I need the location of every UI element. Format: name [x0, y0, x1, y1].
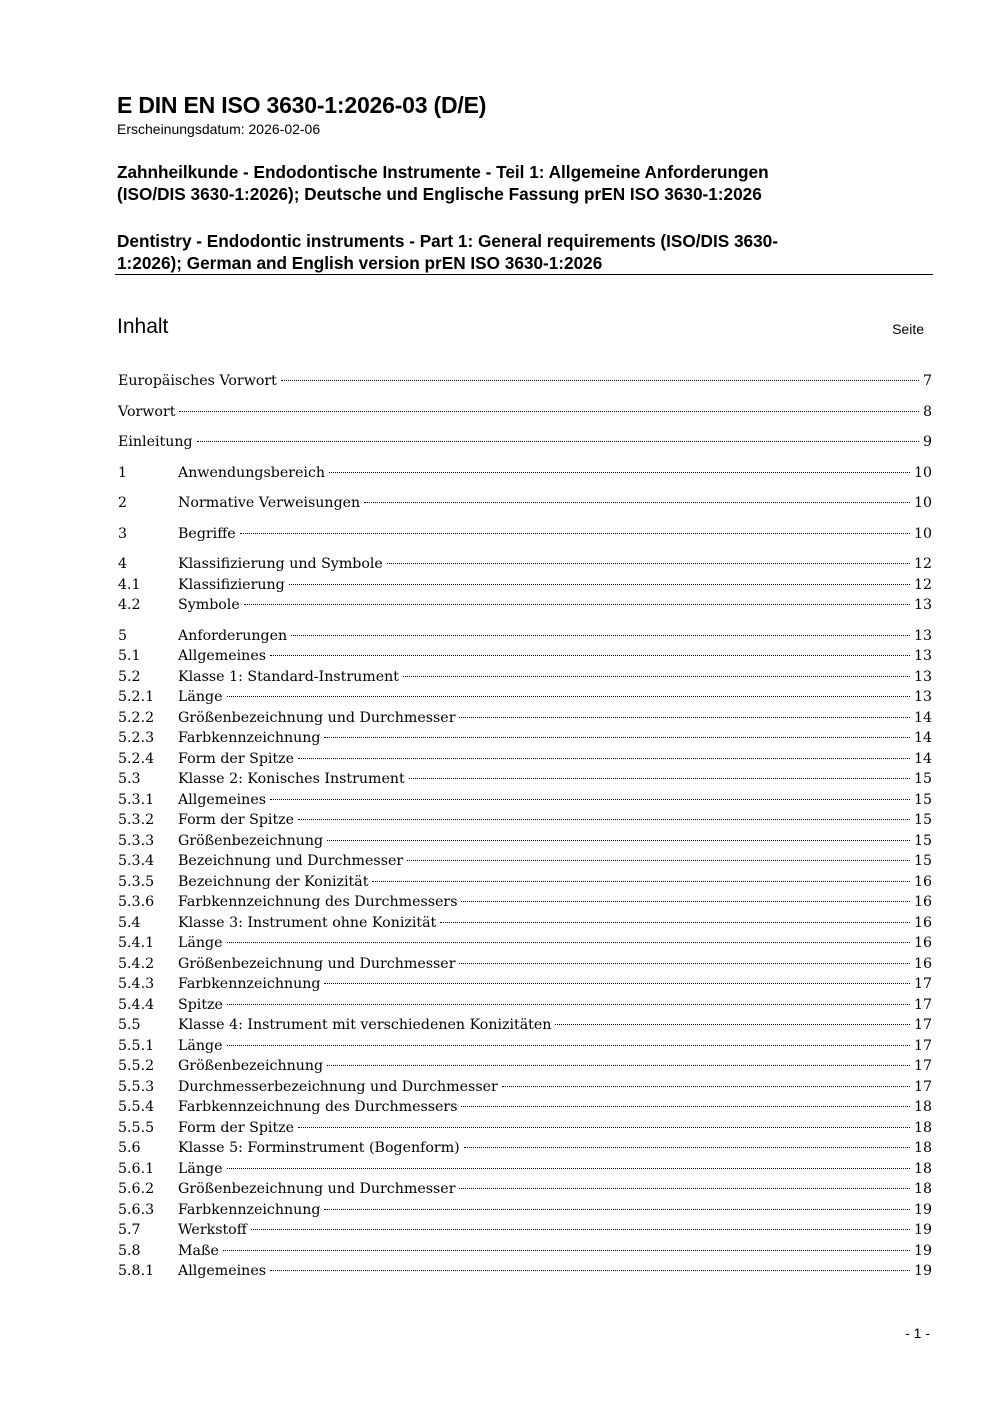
- toc-entry-title: Form der Spitze: [178, 750, 295, 767]
- title-german: [117, 161, 917, 205]
- toc-entry-title: Farbkennzeichnung des Durchmessers: [178, 894, 458, 910]
- toc-entry-page: 19: [913, 1201, 932, 1218]
- toc-entry[interactable]: [118, 1241, 932, 1262]
- toc-entry-number: 5.3.4: [118, 853, 155, 869]
- toc-entry-title: Spitze: [178, 996, 223, 1013]
- toc-entry-page: 18: [913, 1140, 932, 1156]
- toc-entry-number: 5.6.1: [118, 1160, 155, 1177]
- toc-entry-page: 17: [913, 976, 932, 992]
- toc-dot-leader: [291, 635, 910, 636]
- toc-entry-title: Größenbezeichnung und Durchmesser: [178, 955, 456, 972]
- toc-dot-leader: [179, 411, 919, 412]
- toc-entry-title: Allgemeines: [178, 648, 266, 664]
- toc-entry-title: Klasse 1: Standard-Instrument: [178, 668, 399, 685]
- toc-entry-title: Farbkennzeichnung des Durchmessers: [178, 1099, 458, 1115]
- toc-entry[interactable]: [118, 595, 932, 616]
- toc-entry-title: Farbkennzeichnung: [178, 976, 321, 992]
- toc-entry[interactable]: [118, 995, 932, 1016]
- toc-entry[interactable]: [118, 575, 932, 596]
- toc-entry-number: 5.7: [118, 1222, 141, 1238]
- toc-entry-number: 5.3: [118, 771, 141, 787]
- toc-dot-leader: [327, 1065, 910, 1066]
- title-german-line-2: (ISO/DIS 3630-1:2026); Deutsche und Englische Fassung prEN ISO 3630-1:2026: [117, 184, 762, 204]
- toc-entry-title: Normative Verweisungen: [178, 495, 361, 511]
- toc-entry[interactable]: [118, 831, 932, 852]
- toc-dot-leader: [298, 1127, 910, 1128]
- toc-entry-number: 5.4.3: [118, 976, 155, 992]
- toc-dot-leader: [555, 1024, 910, 1025]
- toc-entry-number: 5.5: [118, 1017, 141, 1033]
- toc-dot-leader: [289, 584, 910, 585]
- toc-entry-page: 9: [922, 434, 932, 450]
- toc-group-gap: [118, 616, 932, 626]
- toc-entry-title: Bezeichnung der Konizität: [178, 873, 369, 890]
- toc-group-gap: [118, 422, 932, 432]
- toc-dot-leader: [251, 1229, 910, 1230]
- toc-entry-number: 5.4.4: [118, 996, 155, 1013]
- toc-entry-title: Durchmesserbezeichnung und Durchmesser: [178, 1078, 498, 1095]
- toc-dot-leader: [461, 1106, 909, 1107]
- toc-entry[interactable]: [118, 687, 932, 708]
- toc-entry-title: Länge: [178, 935, 223, 951]
- toc-group-gap: [118, 453, 932, 463]
- toc-entry[interactable]: [118, 463, 932, 484]
- toc-entry[interactable]: [118, 524, 932, 545]
- toc-entry[interactable]: [118, 1179, 932, 1200]
- toc-entry-title: Einleitung: [118, 434, 193, 450]
- title-english: [117, 230, 917, 274]
- toc-entry-number: 5.5.4: [118, 1099, 155, 1115]
- toc-dot-leader: [270, 655, 910, 656]
- toc-entry-number: 5.8.1: [118, 1263, 155, 1279]
- toc-entry-title: Klassifizierung: [178, 576, 285, 593]
- toc-entry[interactable]: [118, 892, 932, 913]
- toc-dot-leader: [372, 881, 910, 882]
- toc-entry[interactable]: [118, 769, 932, 790]
- toc-entry-title: Länge: [178, 689, 223, 705]
- header-divider: [115, 274, 933, 275]
- toc-entry-page: 19: [913, 1263, 932, 1279]
- toc-entry-number: 5.4: [118, 914, 141, 931]
- toc-entry-number: 5.1: [118, 648, 141, 664]
- toc-entry-page: 17: [913, 1037, 932, 1054]
- toc-entry-title: Klasse 4: Instrument mit verschiedenen Konizitäten: [178, 1017, 552, 1033]
- toc-dot-leader: [324, 1209, 909, 1210]
- toc-dot-leader: [403, 676, 910, 677]
- toc-dot-leader: [223, 1250, 910, 1251]
- toc-entry-number: 5.6.3: [118, 1201, 155, 1218]
- toc-entry-page: 13: [913, 689, 932, 705]
- toc-entry-title: Größenbezeichnung: [178, 832, 324, 849]
- toc-entry-title: Länge: [178, 1037, 223, 1054]
- toc-entry[interactable]: [118, 1015, 932, 1036]
- toc-dot-leader: [459, 1188, 909, 1189]
- toc-dot-leader: [244, 604, 910, 605]
- toc-entry[interactable]: [118, 728, 932, 749]
- toc-entry-title: Maße: [178, 1242, 219, 1259]
- toc-group-gap: [118, 483, 932, 493]
- toc-entry-page: 7: [922, 373, 932, 389]
- title-english-line-1: Dentistry - Endodontic instruments - Part 1: General requirements (ISO/DIS 3630-: [117, 231, 778, 251]
- toc-entry-page: 18: [913, 1181, 932, 1197]
- toc-entry-page: 17: [913, 1058, 932, 1074]
- toc-entry-page: 19: [913, 1222, 932, 1238]
- toc-entry-page: 18: [913, 1160, 932, 1177]
- title-english-line-2: 1:2026); German and English version prEN ISO 3630-1:2026: [117, 253, 603, 273]
- toc-entry-page: 17: [913, 1078, 932, 1095]
- toc-dot-leader: [364, 502, 910, 503]
- toc-entry-page: 15: [913, 771, 932, 787]
- toc-entry-page: 15: [913, 791, 932, 808]
- toc-entry[interactable]: [118, 708, 932, 729]
- toc-entry-title: Klasse 5: Forminstrument (Bogenform): [178, 1140, 460, 1156]
- toc-entry-number: 4.1: [118, 576, 141, 593]
- toc-entry-title: Bezeichnung und Durchmesser: [178, 853, 404, 869]
- toc-entry[interactable]: [118, 1077, 932, 1098]
- toc-entry[interactable]: [118, 1138, 932, 1159]
- page-number: - 1 -: [905, 1325, 930, 1341]
- toc-entry[interactable]: [118, 954, 932, 975]
- toc-entry-title: Größenbezeichnung und Durchmesser: [178, 709, 456, 726]
- toc-entry-title: Begriffe: [178, 525, 236, 542]
- toc-entry-title: Länge: [178, 1160, 223, 1177]
- toc-dot-leader: [324, 983, 909, 984]
- toc-entry-page: 18: [913, 1099, 932, 1115]
- toc-entry-title: Klasse 2: Konisches Instrument: [178, 771, 405, 787]
- toc-entry[interactable]: [118, 790, 932, 811]
- toc-entry-number: 5.3.1: [118, 791, 155, 808]
- toc-entry-page: 12: [913, 556, 932, 572]
- toc-dot-leader: [227, 1168, 910, 1169]
- toc-entry[interactable]: [118, 1036, 932, 1057]
- toc-entry-number: 5.2.2: [118, 709, 155, 726]
- toc-entry-page: 13: [913, 627, 932, 644]
- toc-entry-page: 10: [913, 464, 932, 481]
- toc-entry[interactable]: [118, 371, 932, 392]
- toc-entry-page: 14: [913, 750, 932, 767]
- toc-entry[interactable]: [118, 432, 932, 453]
- toc-entry-number: 5.5.5: [118, 1119, 155, 1136]
- toc-entry-title: Farbkennzeichnung: [178, 1201, 321, 1218]
- toc-dot-leader: [464, 1147, 910, 1148]
- toc-entry[interactable]: [118, 402, 932, 423]
- toc-entry-number: 5.3.3: [118, 832, 155, 849]
- toc-entry-number: 5.2.4: [118, 750, 155, 767]
- toc-dot-leader: [409, 778, 910, 779]
- toc-entry-number: 2: [118, 495, 128, 511]
- toc-entry-page: 19: [913, 1242, 932, 1259]
- toc-entry-title: Klasse 3: Instrument ohne Konizität: [178, 914, 437, 931]
- toc-entry-number: 5.4.2: [118, 955, 155, 972]
- toc-entry[interactable]: [118, 913, 932, 934]
- toc-entry-page: 10: [913, 495, 932, 511]
- toc-entry-page: 10: [913, 525, 932, 542]
- standard-identifier: E DIN EN ISO 3630-1:2026-03 (D/E): [117, 92, 487, 118]
- toc-entry-title: Klassifizierung und Symbole: [178, 556, 383, 572]
- toc-entry-number: 5.8: [118, 1242, 141, 1259]
- toc-entry-number: 5.5.1: [118, 1037, 155, 1054]
- toc-group-gap: [118, 544, 932, 554]
- toc-entry[interactable]: [118, 1220, 932, 1241]
- toc-entry-page: 13: [913, 668, 932, 685]
- toc-entry[interactable]: [118, 851, 932, 872]
- toc-entry-number: 5.6: [118, 1140, 141, 1156]
- toc-entry-page: 17: [913, 1017, 932, 1033]
- toc-entry[interactable]: [118, 933, 932, 954]
- toc-entry-page: 18: [913, 1119, 932, 1136]
- toc-entry[interactable]: [118, 626, 932, 647]
- toc-entry-title: Anwendungsbereich: [178, 464, 326, 481]
- toc-entry[interactable]: [118, 1200, 932, 1221]
- toc-dot-leader: [270, 799, 910, 800]
- toc-entry[interactable]: [118, 667, 932, 688]
- toc-dot-leader: [227, 942, 910, 943]
- toc-entry-page: 15: [913, 832, 932, 849]
- toc-entry-page: 14: [913, 709, 932, 726]
- toc-entry[interactable]: [118, 974, 932, 995]
- toc-entry-number: 5.3.5: [118, 873, 155, 890]
- toc-entry-title: Allgemeines: [178, 791, 266, 808]
- toc-entry[interactable]: [118, 1159, 932, 1180]
- toc-dot-leader: [281, 380, 919, 381]
- toc-entry-title: Form der Spitze: [178, 1119, 295, 1136]
- toc-dot-leader: [440, 922, 910, 923]
- toc-entry-number: 5: [118, 627, 128, 644]
- toc-dot-leader: [270, 1270, 910, 1271]
- toc-entry-number: 5.6.2: [118, 1181, 155, 1197]
- toc-entry-page: 16: [913, 935, 932, 951]
- toc-entry[interactable]: [118, 872, 932, 893]
- toc-entry-page: 14: [913, 730, 932, 746]
- toc-entry-number: 5.3.6: [118, 894, 155, 910]
- toc-entry[interactable]: [118, 1118, 932, 1139]
- toc-page-column-label: Seite: [892, 321, 924, 337]
- toc-entry-number: 5.4.1: [118, 935, 155, 951]
- toc-entry-page: 15: [913, 853, 932, 869]
- toc-dot-leader: [240, 533, 910, 534]
- toc-heading: Inhalt: [117, 315, 169, 338]
- toc-entry-title: Farbkennzeichnung: [178, 730, 321, 746]
- toc-entry-title: Größenbezeichnung und Durchmesser: [178, 1181, 456, 1197]
- toc-entry-title: Symbole: [178, 597, 240, 613]
- toc-entry-page: 15: [913, 812, 932, 828]
- toc-dot-leader: [502, 1086, 910, 1087]
- toc-entry[interactable]: [118, 493, 932, 514]
- toc-entry-number: 4.2: [118, 597, 141, 613]
- toc-entry-number: 4: [118, 556, 128, 572]
- toc-entry-title: Größenbezeichnung: [178, 1058, 324, 1074]
- toc-dot-leader: [298, 758, 910, 759]
- toc-entry[interactable]: [118, 749, 932, 770]
- table-of-contents: [118, 371, 932, 1282]
- toc-dot-leader: [407, 860, 910, 861]
- toc-entry-number: 5.5.3: [118, 1078, 155, 1095]
- toc-entry-title: Vorwort: [118, 403, 176, 420]
- toc-dot-leader: [227, 696, 910, 697]
- toc-entry[interactable]: [118, 554, 932, 575]
- toc-entry[interactable]: [118, 1056, 932, 1077]
- title-german-line-1: Zahnheilkunde - Endodontische Instrumente - Teil 1: Allgemeine Anforderungen: [117, 162, 769, 182]
- toc-dot-leader: [329, 472, 910, 473]
- toc-dot-leader: [227, 1004, 910, 1005]
- toc-entry-number: 1: [118, 464, 128, 481]
- toc-entry-number: 5.2: [118, 668, 141, 685]
- toc-entry[interactable]: [118, 646, 932, 667]
- toc-dot-leader: [197, 441, 919, 442]
- toc-entry-title: Werkstoff: [178, 1222, 247, 1238]
- toc-dot-leader: [387, 563, 910, 564]
- toc-entry-number: 5.2.1: [118, 689, 155, 705]
- toc-dot-leader: [327, 840, 910, 841]
- toc-entry-title: Anforderungen: [178, 627, 288, 644]
- toc-entry-page: 12: [913, 576, 932, 593]
- toc-entry[interactable]: [118, 810, 932, 831]
- toc-group-gap: [118, 514, 932, 524]
- toc-entry[interactable]: [118, 1097, 932, 1118]
- toc-dot-leader: [459, 963, 909, 964]
- toc-entry-number: 5.2.3: [118, 730, 155, 746]
- publication-date: Erscheinungsdatum: 2026-02-06: [117, 121, 321, 137]
- toc-entry-page: 13: [913, 648, 932, 664]
- toc-dot-leader: [461, 901, 909, 902]
- toc-entry-number: 5.5.2: [118, 1058, 155, 1074]
- toc-dot-leader: [227, 1045, 910, 1046]
- toc-entry-number: 3: [118, 525, 128, 542]
- toc-entry-number: 5.3.2: [118, 812, 155, 828]
- toc-entry-page: 16: [913, 955, 932, 972]
- toc-dot-leader: [324, 737, 909, 738]
- toc-entry-page: 16: [913, 894, 932, 910]
- toc-entry-page: 16: [913, 873, 932, 890]
- toc-group-gap: [118, 392, 932, 402]
- toc-entry-page: 13: [913, 597, 932, 613]
- toc-entry-title: Europäisches Vorwort: [118, 373, 277, 389]
- toc-entry-page: 16: [913, 914, 932, 931]
- toc-entry-title: Allgemeines: [178, 1263, 266, 1279]
- toc-dot-leader: [298, 819, 910, 820]
- toc-dot-leader: [459, 717, 909, 718]
- toc-entry-page: 8: [922, 403, 932, 420]
- toc-entry-title: Form der Spitze: [178, 812, 295, 828]
- toc-entry[interactable]: [118, 1261, 932, 1282]
- toc-entry-page: 17: [913, 996, 932, 1013]
